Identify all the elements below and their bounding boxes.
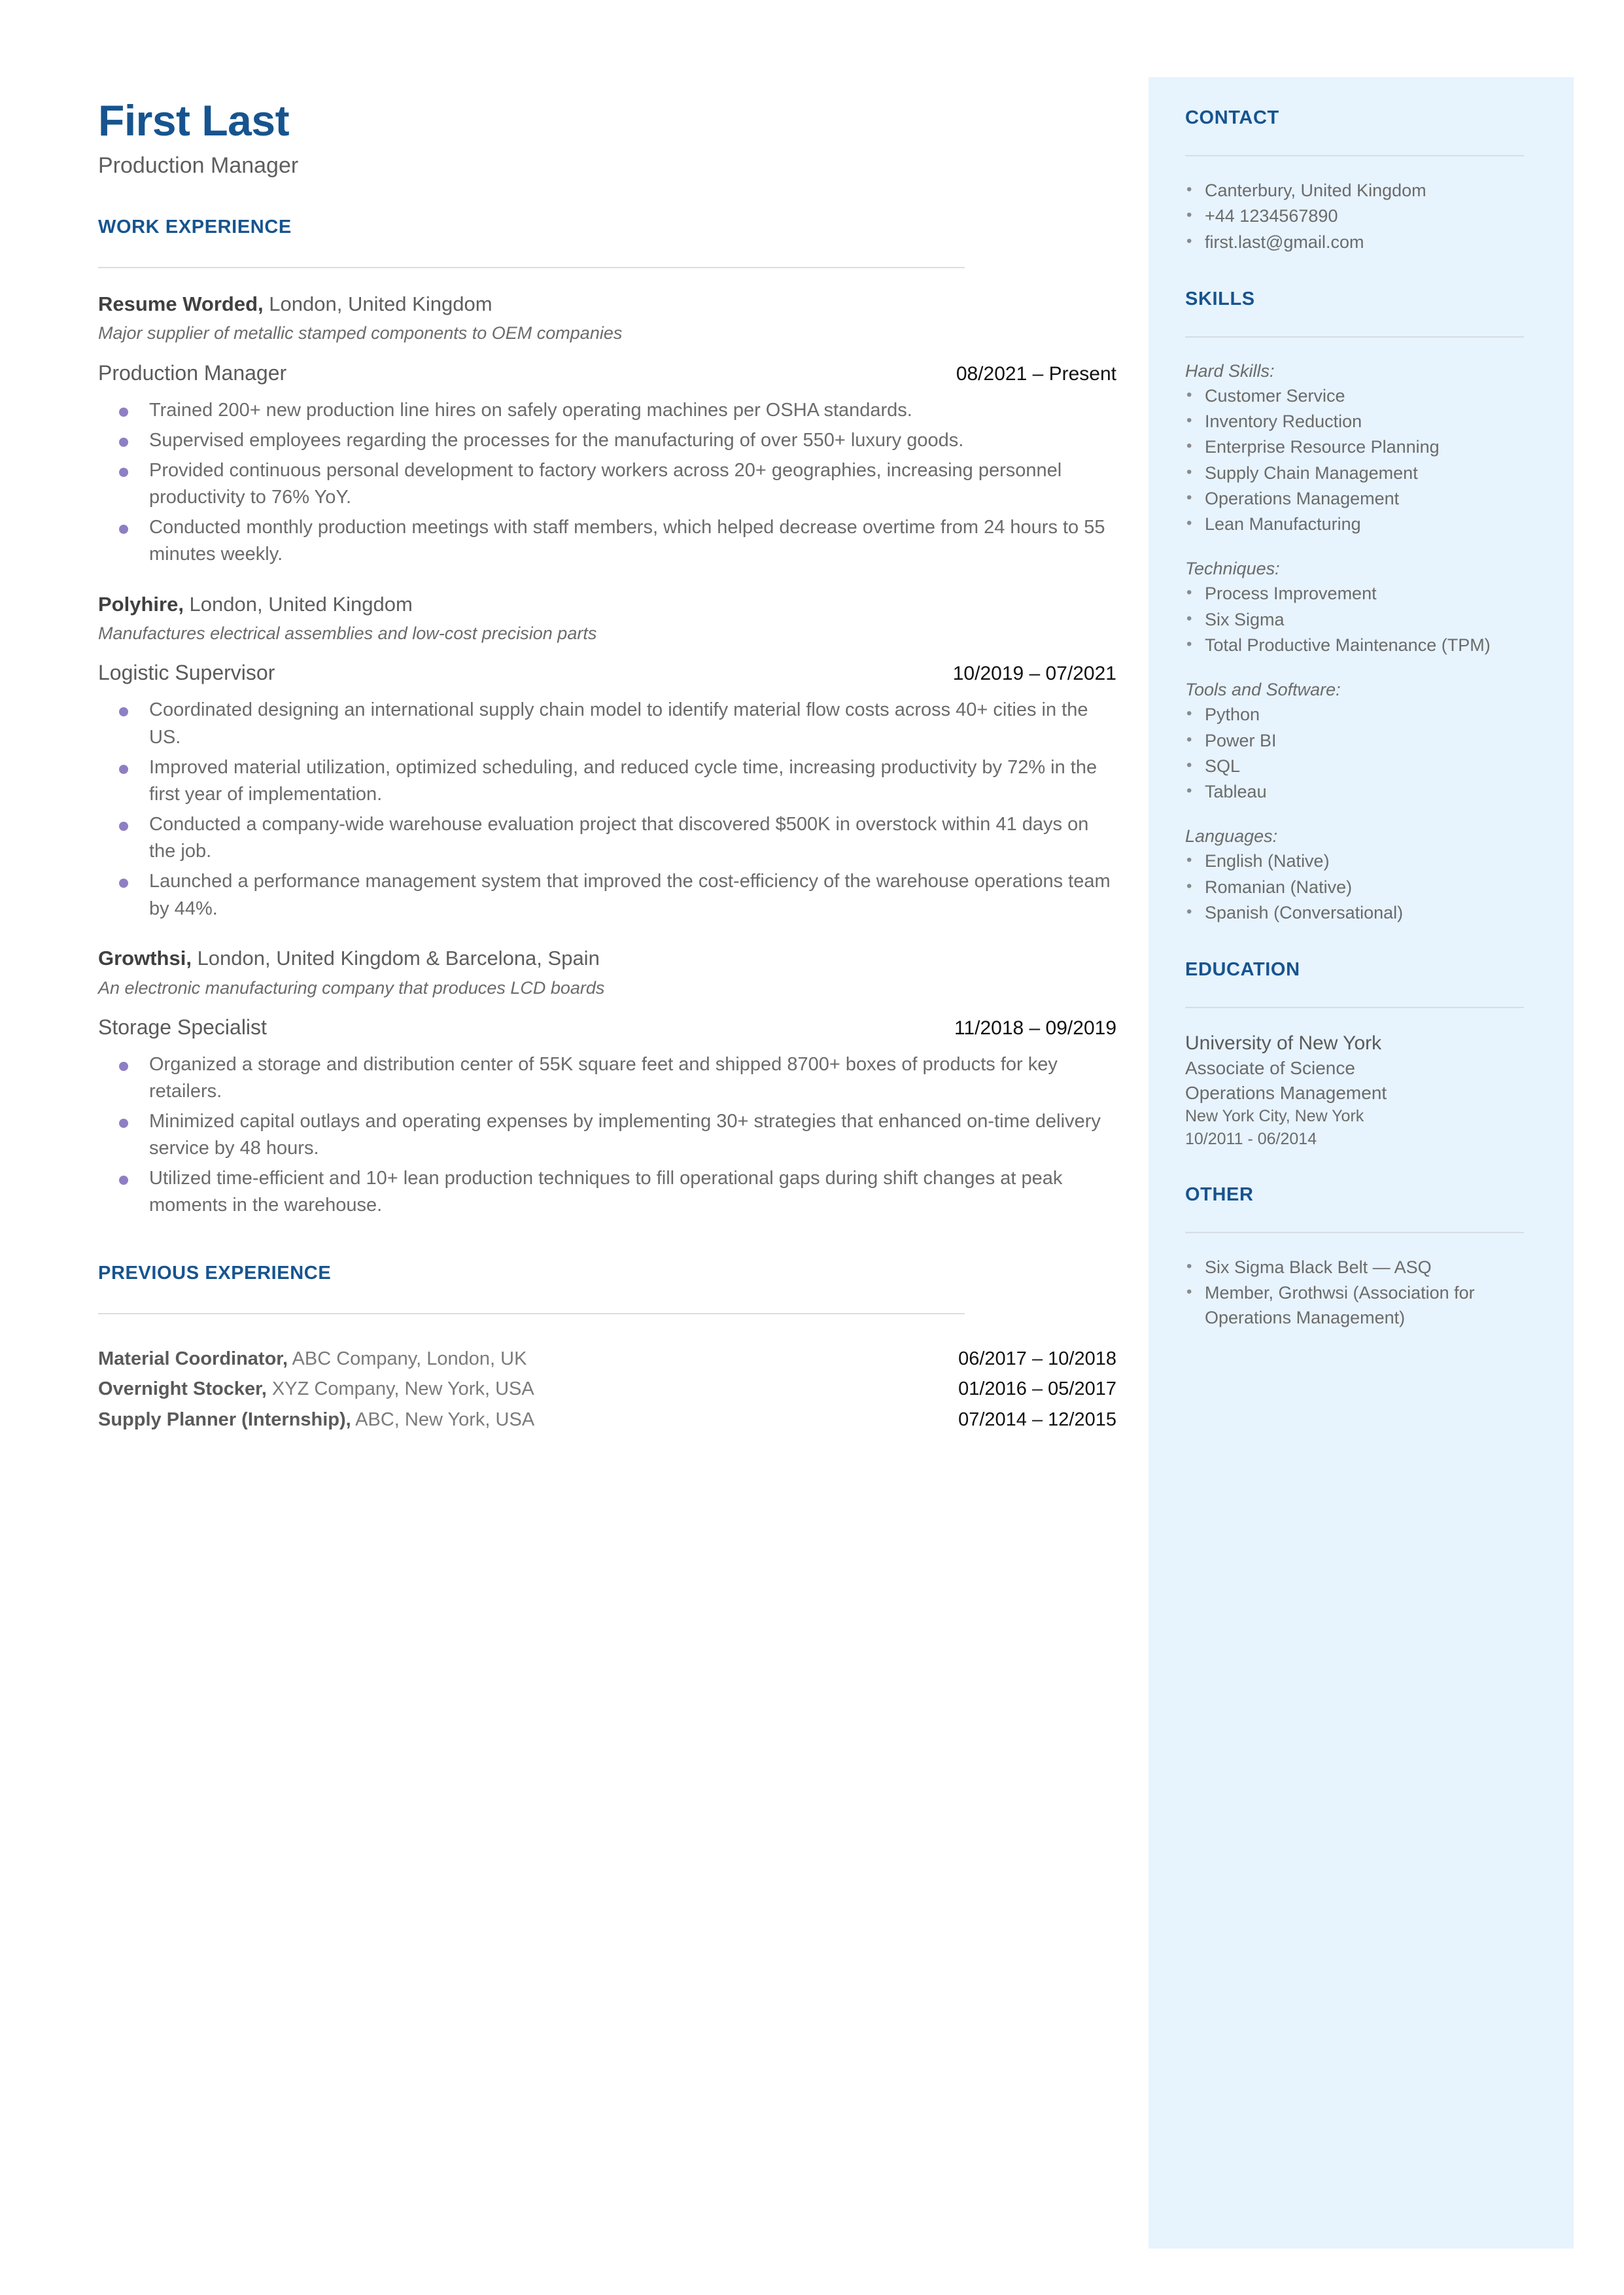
previous-experience-row	[98, 1377, 1116, 1402]
education-dates: 10/2011 - 06/2014	[1185, 1129, 1317, 1148]
education-field: Operations Management	[1185, 1082, 1387, 1103]
job-title: Production Manager	[98, 360, 287, 385]
skill-list	[1185, 703, 1524, 804]
candidate-title: Production Manager	[98, 153, 299, 179]
main-column	[98, 98, 1118, 1439]
job-bullet: Provided continuous personal development to factory workers across 20+ geographies, increasing personnel productivity to 76% YoY.	[98, 457, 1118, 511]
job-dates: 11/2018 – 09/2019	[954, 1017, 1116, 1039]
section-heading-previous-experience: PREVIOUS EXPERIENCE	[98, 1262, 332, 1284]
previous-experience-row	[98, 1408, 1116, 1433]
education-degree: Associate of Science	[1185, 1058, 1355, 1079]
previous-role-dates: 01/2016 – 05/2017	[958, 1378, 1116, 1400]
job-bullet-list	[98, 397, 1118, 569]
job-company-name: Polyhire,	[98, 592, 184, 616]
job-company-description: Manufactures electrical assemblies and low-cost precision parts	[98, 623, 597, 644]
job-title: Logistic Supervisor	[98, 661, 275, 685]
previous-role-line	[98, 1347, 527, 1372]
job-bullet: Conducted monthly production meetings with staff members, which helped decrease overtime from 24 hours to 55 minutes weekly.	[98, 514, 1118, 568]
sidebar-heading-education: EDUCATION	[1185, 959, 1300, 981]
sidebar-section-skills	[1185, 289, 1524, 925]
previous-role-line	[98, 1408, 534, 1433]
sidebar-divider	[1185, 155, 1524, 156]
job-bullet: Improved material utilization, optimized scheduling, and reduced cycle time, increasing productivity by 72% in the first year of implementation.	[98, 754, 1118, 808]
skill-item: • Spanish (Conversational)	[1185, 901, 1524, 925]
skill-item: • Six Sigma	[1185, 608, 1524, 632]
sidebar-section-contact	[1185, 107, 1524, 254]
skill-item: • Power BI	[1185, 729, 1524, 753]
section-divider	[98, 267, 965, 268]
job-dates: 08/2021 – Present	[956, 362, 1116, 385]
job-company-location: London, United Kingdom	[183, 592, 413, 616]
section-heading-work-experience: WORK EXPERIENCE	[98, 216, 292, 237]
job-company-line	[98, 592, 1118, 618]
job-title-row	[98, 1015, 1116, 1040]
sidebar-heading-other: OTHER	[1185, 1184, 1254, 1206]
job-company-location: London, United Kingdom	[263, 292, 492, 315]
previous-role-dates: 06/2017 – 10/2018	[958, 1348, 1116, 1369]
education-location: New York City, New York	[1185, 1107, 1364, 1126]
skill-list	[1185, 849, 1524, 925]
skill-item: • Customer Service	[1185, 384, 1524, 408]
skill-list	[1185, 582, 1524, 657]
previous-role-title: Material Coordinator,	[98, 1348, 288, 1369]
skill-group-languages	[1185, 825, 1524, 925]
previous-experience-section	[98, 1263, 1118, 1433]
contact-email[interactable]: • first.last@gmail.com	[1185, 230, 1524, 254]
job-title-row	[98, 661, 1116, 685]
job-bullet: Conducted a company-wide warehouse evaluation project that discovered $500K in overstock within 41 days on the job.	[98, 811, 1118, 865]
education-entry	[1185, 1030, 1524, 1150]
job-company-description: Major supplier of metallic stamped components to OEM companies	[98, 323, 623, 343]
contact-phone[interactable]: • +44 1234567890	[1185, 204, 1524, 228]
section-divider	[98, 1313, 965, 1314]
job-entry	[98, 592, 1118, 922]
spacer	[1185, 659, 1524, 678]
job-company-name: Growthsi,	[98, 946, 192, 970]
sidebar-section-education	[1185, 959, 1524, 1150]
previous-experience-row	[98, 1347, 1116, 1372]
skill-group-techniques	[1185, 557, 1524, 657]
skill-item: • Total Productive Maintenance (TPM)	[1185, 633, 1524, 657]
skill-item: • Process Improvement	[1185, 582, 1524, 606]
job-company-line	[98, 946, 1118, 972]
job-bullet: Utilized time-efficient and 10+ lean production techniques to fill operational gaps during shift changes at peak moments in the warehouse.	[98, 1165, 1118, 1219]
job-company-location: London, United Kingdom & Barcelona, Spain	[191, 946, 600, 970]
skill-group-label: Tools and Software:	[1185, 680, 1341, 700]
job-title-row	[98, 361, 1116, 385]
contact-location: • Canterbury, United Kingdom	[1185, 179, 1524, 203]
job-company-description: An electronic manufacturing company that produces LCD boards	[98, 977, 605, 998]
sidebar-section-other	[1185, 1184, 1524, 1330]
job-entry	[98, 292, 1118, 569]
skill-item: • Python	[1185, 703, 1524, 727]
spacer	[1185, 538, 1524, 557]
job-title: Storage Specialist	[98, 1015, 267, 1039]
spacer	[1185, 805, 1524, 825]
skill-item: • Romanian (Native)	[1185, 875, 1524, 900]
skill-item: • Tableau	[1185, 780, 1524, 804]
job-bullet: Launched a performance management system that improved the cost-efficiency of the warehouse operations team by 44%.	[98, 868, 1118, 922]
job-bullet-list	[98, 1051, 1118, 1219]
previous-role-title: Overnight Stocker,	[98, 1378, 267, 1400]
skill-group-hard-skills	[1185, 360, 1524, 537]
work-experience-section	[98, 217, 1118, 1219]
skill-group-label: Hard Skills:	[1185, 360, 1275, 381]
previous-role-detail: ABC Company, London, UK	[288, 1348, 527, 1369]
skill-item: • Inventory Reduction	[1185, 410, 1524, 434]
job-company-line	[98, 292, 1118, 317]
sidebar	[1149, 77, 1574, 2249]
other-item: • Member, Grothwsi (Association for Operations Management)	[1185, 1281, 1524, 1330]
job-bullet: Supervised employees regarding the processes for the manufacturing of over 550+ luxury goods.	[98, 427, 1118, 454]
contact-list	[1185, 179, 1524, 254]
skill-item: • Supply Chain Management	[1185, 461, 1524, 485]
previous-role-dates: 07/2014 – 12/2015	[958, 1409, 1116, 1431]
previous-role-title: Supply Planner (Internship),	[98, 1409, 351, 1431]
skill-item: • English (Native)	[1185, 849, 1524, 873]
job-entry	[98, 946, 1118, 1219]
skill-list	[1185, 384, 1524, 537]
sidebar-heading-contact: CONTACT	[1185, 107, 1279, 128]
job-bullet: Organized a storage and distribution center of 55K square feet and shipped 8700+ boxes of products for key retailers.	[98, 1051, 1118, 1105]
previous-role-detail: ABC, New York, USA	[351, 1409, 535, 1431]
job-bullet: Coordinated designing an international supply chain model to identify material flow costs across 40+ cities in the US.	[98, 697, 1118, 750]
job-bullet: Minimized capital outlays and operating expenses by implementing 30+ strategies that enhanced on-time delivery service by 48 hours.	[98, 1108, 1118, 1162]
previous-role-line	[98, 1377, 534, 1402]
sidebar-divider	[1185, 336, 1524, 338]
skill-group-label: Languages:	[1185, 826, 1278, 847]
job-bullet-list	[98, 697, 1118, 922]
candidate-name: First Last	[98, 96, 290, 145]
other-list	[1185, 1255, 1524, 1330]
skill-item: • Operations Management	[1185, 487, 1524, 511]
previous-role-detail: XYZ Company, New York, USA	[266, 1378, 534, 1400]
education-school: University of New York	[1185, 1032, 1382, 1055]
job-company-name: Resume Worded,	[98, 292, 264, 315]
job-dates: 10/2019 – 07/2021	[952, 663, 1116, 685]
skill-item: • SQL	[1185, 754, 1524, 779]
skill-group-label: Techniques:	[1185, 559, 1280, 579]
sidebar-divider	[1185, 1232, 1524, 1233]
job-bullet: Trained 200+ new production line hires on safely operating machines per OSHA standards.	[98, 397, 1118, 424]
previous-experience-list	[98, 1347, 1118, 1433]
sidebar-divider	[1185, 1007, 1524, 1008]
skill-group-tools-and-software	[1185, 678, 1524, 804]
contact-list-wrapper	[1185, 179, 1524, 254]
other-list-wrapper	[1185, 1255, 1524, 1330]
skill-item: • Enterprise Resource Planning	[1185, 435, 1524, 459]
skill-item: • Lean Manufacturing	[1185, 512, 1524, 536]
sidebar-heading-skills: SKILLS	[1185, 288, 1255, 309]
other-item: • Six Sigma Black Belt — ASQ	[1185, 1255, 1524, 1280]
